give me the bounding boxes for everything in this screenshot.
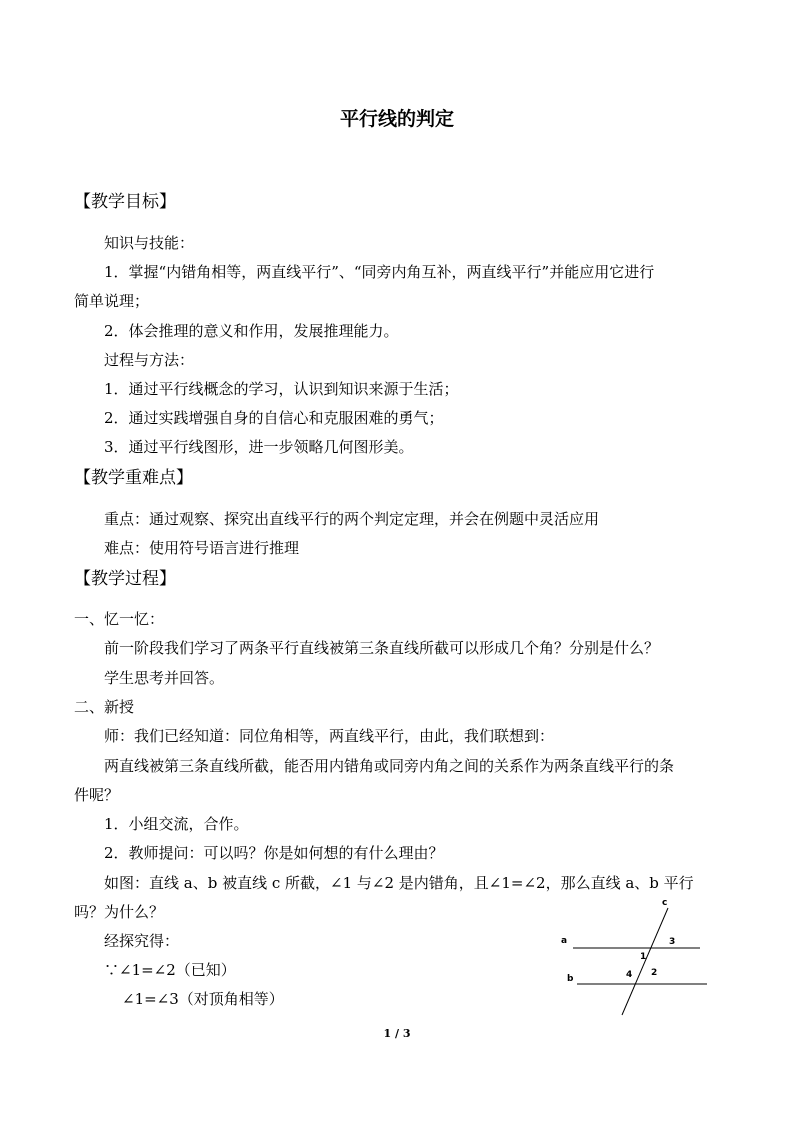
section-heading-process: 【教学过程】 — [74, 569, 176, 589]
parallel-lines-diagram — [555, 893, 715, 1021]
text-line: 3．通过平行线图形，进一步领略几何图形美。 — [104, 438, 414, 456]
text-line: 二、新授 — [74, 698, 135, 716]
page-title: 平行线的判定 — [339, 108, 454, 130]
text-line: 1．小组交流，合作。 — [104, 815, 249, 833]
text-line: 如图：直线 a、b 被直线 c 所截，∠1 与∠2 是内错角，且∠1=∠2，那么直线 a、b 平行 — [104, 874, 694, 892]
text-line: 过程与方法： — [104, 351, 195, 369]
text-line: 知识与技能： — [104, 234, 195, 252]
text-line: 两直线被第三条直线所截，能否用内错角或同旁内角之间的关系作为两条直线平行的条 — [104, 757, 675, 775]
text-line: 前一阶段我们学习了两条平行直线被第三条直线所截可以形成几个角？分别是什么？ — [104, 639, 660, 657]
angle-label-1: 1 — [640, 952, 647, 962]
label-a: a — [561, 936, 568, 946]
text-line: 件呢？ — [74, 786, 120, 804]
angle-label-4: 4 — [626, 970, 633, 980]
page-number: 1 / 3 — [383, 1027, 411, 1040]
label-b: b — [567, 974, 574, 984]
text-line: 学生思考并回答。 — [104, 669, 225, 687]
text-line: 1．通过平行线概念的学习，认识到知识来源于生活； — [104, 380, 459, 398]
section-heading-key-points: 【教学重难点】 — [74, 468, 193, 488]
text-line: 简单说理； — [74, 292, 150, 310]
text-line: 2．通过实践增强自身的自信心和克服困难的勇气； — [104, 409, 444, 427]
text-line: 吗？为什么？ — [74, 903, 165, 921]
angle-label-2: 2 — [651, 968, 658, 978]
section-heading-objectives: 【教学目标】 — [74, 192, 176, 212]
text-line: 难点：使用符号语言进行推理 — [104, 539, 300, 557]
text-line: 2．教师提问：可以吗？你是如何想的有什么理由？ — [104, 844, 444, 862]
text-line: ∠1=∠3（对顶角相等） — [122, 990, 284, 1008]
text-line: 一、忆一忆： — [74, 610, 165, 628]
text-line: ∵∠1=∠2（已知） — [104, 961, 236, 979]
text-line: 2．体会推理的意义和作用，发展推理能力。 — [104, 322, 399, 340]
text-line: 经探究得： — [104, 932, 180, 950]
angle-label-3: 3 — [669, 937, 676, 947]
text-line: 师：我们已经知道：同位角相等，两直线平行，由此，我们联想到： — [104, 727, 555, 745]
text-line: 重点：通过观察、探究出直线平行的两个判定定理，并会在例题中灵活应用 — [104, 510, 600, 528]
label-c: c — [662, 898, 668, 908]
text-line: 1．掌握“内错角相等，两直线平行”、“同旁内角互补，两直线平行”并能应用它进行 — [104, 263, 655, 281]
